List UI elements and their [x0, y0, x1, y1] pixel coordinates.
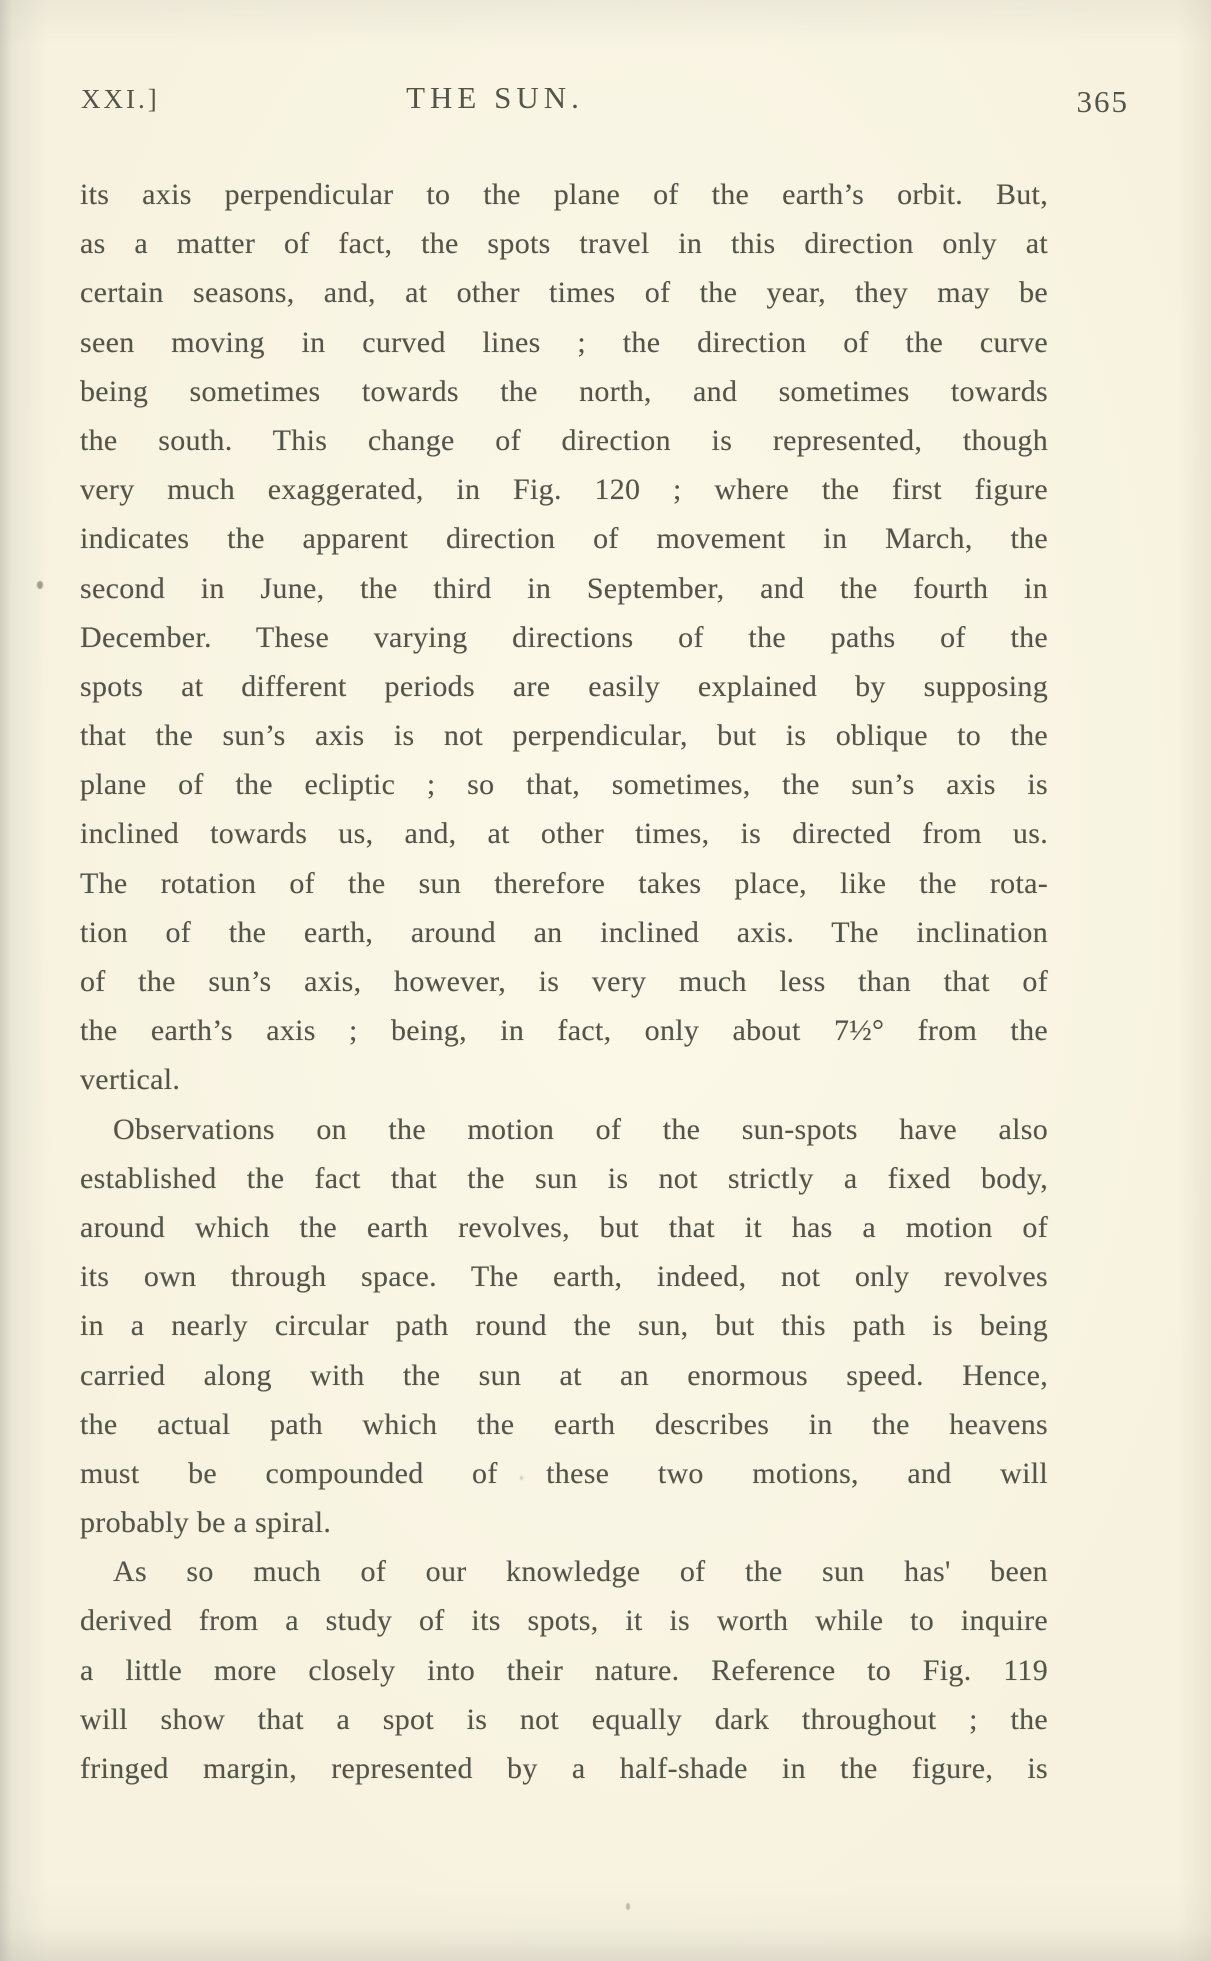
- chapter-marker: XXI.]: [81, 84, 160, 114]
- text-line: second in June, the third in September, and the fourth in: [80, 571, 1048, 605]
- page-number: 365: [1076, 84, 1129, 119]
- text-line: carried along with the sun at an enormous speed. Hence,: [80, 1358, 1048, 1392]
- text-line: must be compounded of these two motions, and will: [80, 1456, 1048, 1490]
- text-line: As so much of our knowledge of the sun has' been: [113, 1555, 1048, 1589]
- text-line: vertical.: [80, 1063, 181, 1097]
- text-line: Observations on the motion of the sun-spots have also: [113, 1112, 1048, 1146]
- text-line: The rotation of the sun therefore takes place, like the rota-: [80, 866, 1048, 900]
- text-line: the earth’s axis ; being, in fact, only about 7½° from the: [80, 1014, 1048, 1048]
- text-line: around which the earth revolves, but that it has a motion of: [80, 1210, 1048, 1244]
- text-line: established the fact that the sun is not strictly a fixed body,: [80, 1161, 1048, 1195]
- text-line: plane of the ecliptic ; so that, sometimes, the sun’s axis is: [80, 768, 1048, 802]
- text-line: tion of the earth, around an inclined axis. The inclination: [80, 915, 1048, 949]
- text-line: will show that a spot is not equally dark throughout ; the: [80, 1702, 1048, 1736]
- text-line: in a nearly circular path round the sun, but this path is being: [80, 1309, 1048, 1343]
- page-title: THE SUN.: [406, 80, 584, 115]
- text-line: certain seasons, and, at other times of the year, they may be: [80, 276, 1048, 310]
- text-line: probably be a spiral.: [80, 1506, 332, 1540]
- text-line: being sometimes towards the north, and sometimes towards: [80, 374, 1048, 408]
- text-line: indicates the apparent direction of movement in March, the: [80, 522, 1048, 556]
- text-line: spots at different periods are easily explained by supposing: [80, 669, 1048, 703]
- print-speck: [520, 1476, 523, 1480]
- text-line: very much exaggerated, in Fig. 120 ; where the first figure: [80, 473, 1048, 507]
- text-line: December. These varying directions of the paths of the: [80, 620, 1048, 654]
- print-speck: [37, 581, 43, 589]
- text-line: derived from a study of its spots, it is worth while to inquire: [80, 1604, 1048, 1638]
- text-block: [80, 170, 1048, 1793]
- text-line: of the sun’s axis, however, is very much less than that of: [80, 965, 1048, 998]
- text-line: its axis perpendicular to the plane of the earth’s orbit. But,: [80, 178, 1048, 211]
- text-line: that the sun’s axis is not perpendicular, but is oblique to the: [80, 719, 1048, 753]
- text-line: as a matter of fact, the spots travel in this direction only at: [80, 227, 1048, 261]
- text-line: the actual path which the earth describes in the heavens: [80, 1407, 1048, 1441]
- running-header: [0, 78, 1211, 124]
- text-line: the south. This change of direction is represented, though: [80, 423, 1048, 457]
- text-line: its own through space. The earth, indeed, not only revolves: [80, 1260, 1048, 1294]
- text-line: a little more closely into their nature. Reference to Fig. 119: [80, 1653, 1048, 1687]
- text-line: inclined towards us, and, at other times, is directed from us.: [80, 817, 1048, 851]
- text-line: seen moving in curved lines ; the direction of the curve: [80, 325, 1048, 359]
- text-line: fringed margin, represented by a half-shade in the figure, is: [80, 1752, 1048, 1785]
- print-speck: [626, 1903, 630, 1910]
